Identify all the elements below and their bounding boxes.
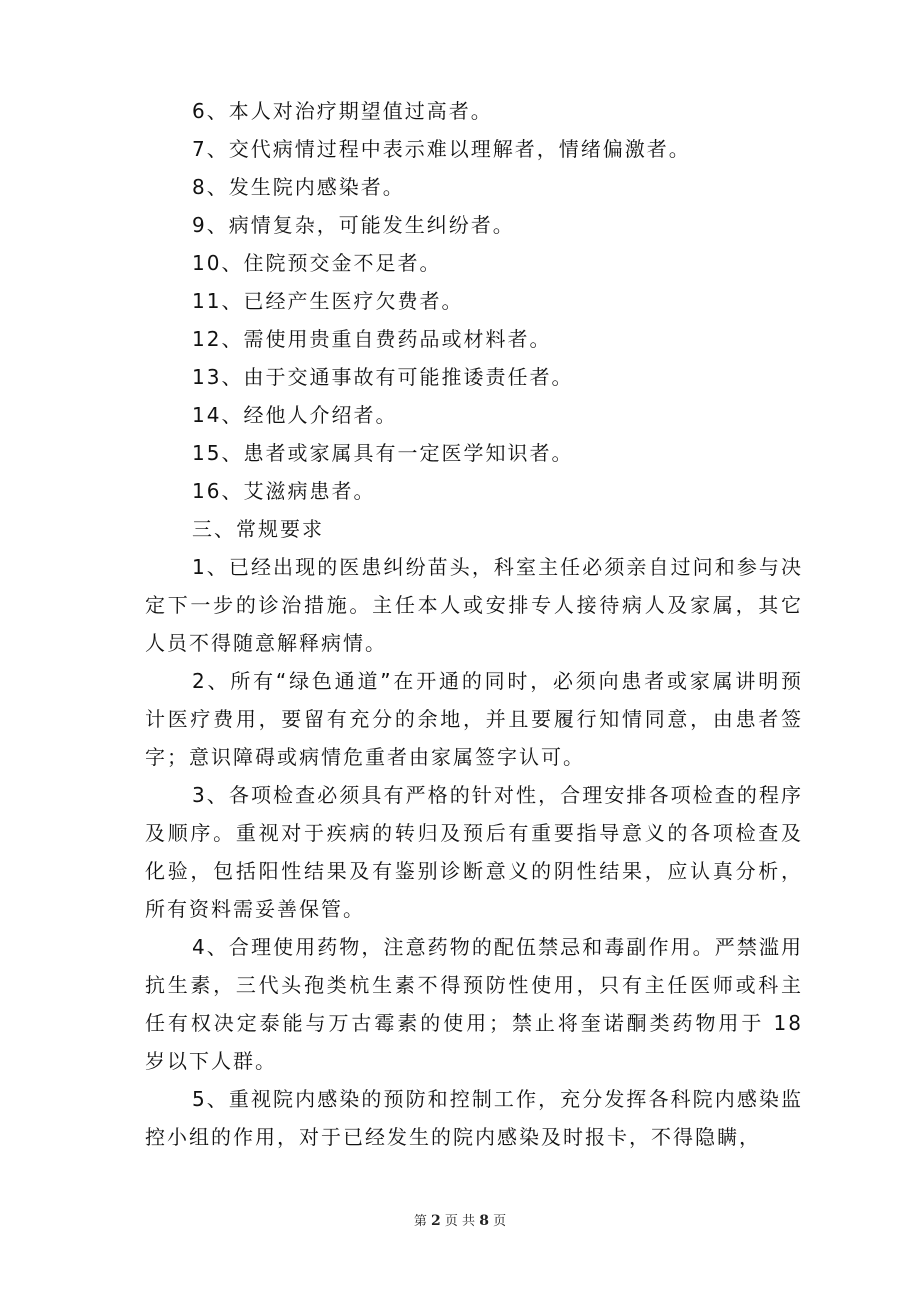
paragraph: 1、已经出现的医患纠纷苗头，科室主任必须亲自过问和参与决定下一步的诊治措施。主任本人或安排专人接待病人及家属，其它人员不得随意解释病情。 [145,555,803,655]
paragraph: 2、所有“绿色通道”在开通的同时，必须向患者或家属讲明预计医疗费用，要留有充分的余地，并且要履行知情同意，由患者签字；意识障碍或病情危重者由家属签字认可。 [145,669,803,769]
list-item: 10、住院预交金不足者。 [192,251,442,275]
footer-prefix: 第 [413,1214,427,1229]
list-item: 7、交代病情过程中表示难以理解者，情绪偏激者。 [192,137,691,161]
paragraph: 4、合理使用药物，注意药物的配伍禁忌和毒副作用。严禁滥用抗生素，三代头孢类杭生素不得预防性使用，只有主任医师或科主任有权决定泰能与万古霉素的使用；禁止将奎诺酮类药物用于 18 岁以下人群。 [145,935,803,1073]
list-item: 11、已经产生医疗欠费者。 [192,289,464,313]
current-page-number: 2 [431,1213,441,1229]
page-content [145,92,803,1156]
list-item: 8、发生院内感染者。 [192,175,405,199]
footer-middle: 页 共 [444,1214,476,1229]
list-item: 14、经他人介绍者。 [192,403,398,427]
list-item: 15、患者或家属具有一定医学知识者。 [192,441,574,465]
footer-suffix: 页 [493,1214,507,1229]
list-item: 6、本人对治疗期望值过高者。 [192,99,493,123]
list-item: 13、由于交通事故有可能推诿责任者。 [192,365,574,389]
list-item: 12、需使用贵重自费药品或材料者。 [192,327,552,351]
paragraph: 5、重视院内感染的预防和控制工作，充分发挥各科院内感染监控小组的作用，对于已经发生的院内感染及时报卡，不得隐瞒， [145,1087,803,1149]
list-item: 9、病情复杂，可能发生纠纷者。 [192,213,515,237]
section-heading: 三、常规要求 [192,517,324,541]
list-item: 16、艾滋病患者。 [192,479,376,503]
paragraph: 3、各项检查必须具有严格的针对性，合理安排各项检查的程序及顺序。重视对于疾病的转归及预后有重要指导意义的各项检查及化验，包括阳性结果及有鉴别诊断意义的阴性结果，应认真分析，所有资料需妥善保管。 [145,783,803,921]
page-footer [0,1210,920,1229]
total-page-number: 8 [479,1213,489,1229]
